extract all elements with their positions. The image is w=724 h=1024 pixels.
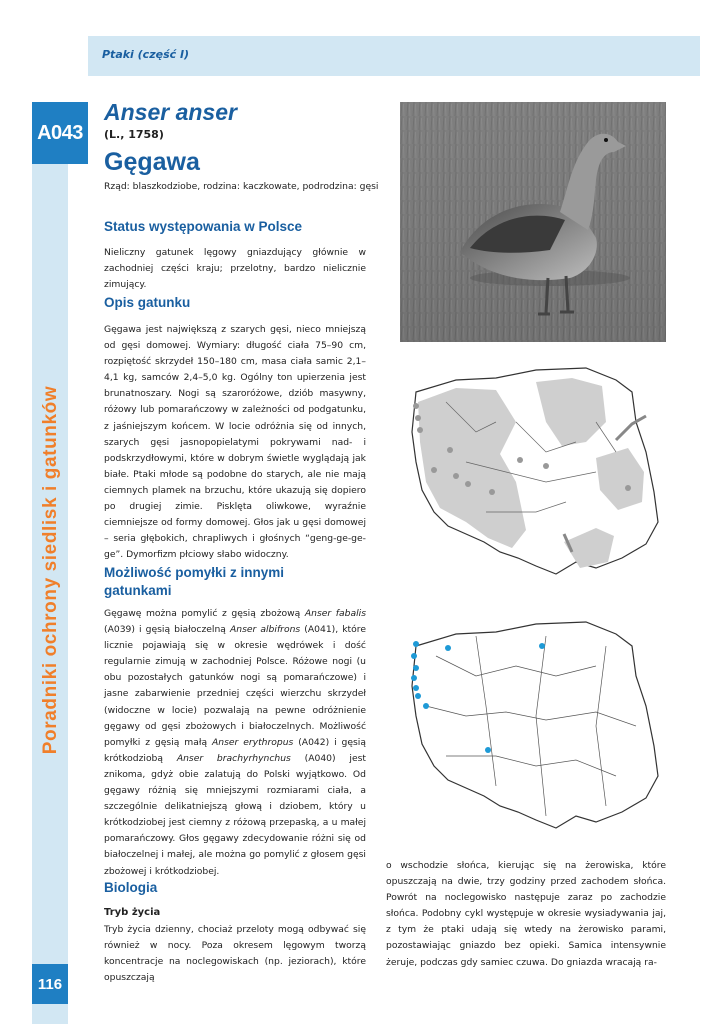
natura-sites-map bbox=[396, 616, 668, 844]
biology-heading: Biologia bbox=[104, 880, 158, 895]
confusion-text: Gęgawę można pomylić z gęsią zbożową Anser fabalis (A039) i gęsią białoczelną Anser albifrons (A041), które licznie pojawiają się w okresie wędrówek i dość regularnie zimują w zachodniej Polsce. Różowe nogi (u obu pozostałych gatunków nogi są pomarańczowe) i jasne zabarwienie przedniej części wierzchu skrzydeł (widoczne w locie) pozwalają na pewne odróżnienie gęgawy od gęsi zbożowych i białoczelnych. Możliwość pomyłki z gęsią małą Anser erythropus (A042) i gęsią krótkodziobą Anser brachyrhynchus (A040) jest znikoma, gdyż obie zalatują do Polski wyjątkowo. Od gęgawy różnią się mniejszymi rozmiarami ciała, a szczególnie delikatniejszą głową i dziobem, który u krótkodziobej jest ciemny z różową przepaską, a u małej pomarańczowy. Głos gęgawy zdecydowanie różni się od białoczelnej i małej, ale można go pomylić z głosem gęsi zbożowej i krótkodziobej. bbox=[104, 608, 366, 877]
series-title: Poradniki ochrony siedlisk i gatunków bbox=[40, 385, 61, 755]
description-text: Gęgawa jest największą z szarych gęsi, nieco mniejszą od gęsi domowej. Wymiary: długość ciała 75–90 cm, rozpiętość skrzydeł 150–180 cm, masa ciała samic 2,1–4,1 kg, samców 2,4–5,0 kg. Ogólny ton upierzenia jest brunatnoszary. Nogi są szaroróżowe, dziób masywny, różowy lub pomarańczowy w zależności od podgatunku, z jaśniejszym końcem. W locie odróżnia się od innych, szarych gęsi jasnopopielatymi pokrywami nad- i podskrzydłowymi, które w dobrym świetle wyglądają jak białe. Ptaki młode są podobne do starych, ale nie mają ciemnych plamek na brzuchu, które ukazują się dopiero po drugiej zimie. Pisklęta oliwkowe, wyraźnie ciemniejsze od formy domowej. Głos jak u gęsi domowej – seria głębokich, chrapliwych i głośnych “geng-ge-ge-ge”. Dymorfizm płciowy słabo widoczny. bbox=[104, 324, 366, 561]
taxonomy-line: Rząd: blaszkodziobe, rodzina: kaczkowate, podrodzina: gęsi bbox=[104, 181, 379, 192]
lifestyle-text: Tryb życia dzienny, chociaż przeloty mogą odbywać się również w nocy. Poza okresem lęgowym tworzą koncentracje na noclegowiskach (np. jeziorach), które opuszczają bbox=[104, 924, 366, 984]
distribution-map bbox=[396, 362, 668, 590]
species-code-badge: A043 bbox=[32, 102, 88, 164]
section-title: Ptaki (część I) bbox=[102, 48, 190, 61]
status-heading: Status występowania w Polsce bbox=[104, 219, 303, 234]
latin-name: Anser anser bbox=[104, 99, 237, 125]
lifestyle-heading: Tryb życia bbox=[104, 907, 161, 918]
goose-photo bbox=[400, 102, 666, 342]
confusion-heading: Możliwość pomyłki z innymi gatunkami bbox=[104, 565, 285, 598]
species-author: (L., 1758) bbox=[104, 128, 164, 141]
status-text: Nieliczny gatunek lęgowy gniazdujący głównie w zachodniej części kraju; przelotny, bardzo nielicznie zimujący. bbox=[104, 247, 366, 291]
page-number: 116 bbox=[32, 964, 68, 1004]
description-heading: Opis gatunku bbox=[104, 295, 191, 310]
polish-name: Gęgawa bbox=[104, 148, 200, 176]
right-column-text: o wschodzie słońca, kierując się na żerowiska, które opuszczają na dwie, trzy godziny przed zachodem słońca. Powrót na noclegowisko następuje zaraz po zachodzie słońca. Podobny cykl występuje w okresie wysiadywania jaj, z tym że ptaki udają się wtedy na żerowisko parami, pozostawiając gniazdo bez opieki. Samica intensywnie żeruje, podczas gdy samiec czuwa. Do gniazda wracają ra- bbox=[386, 860, 666, 968]
